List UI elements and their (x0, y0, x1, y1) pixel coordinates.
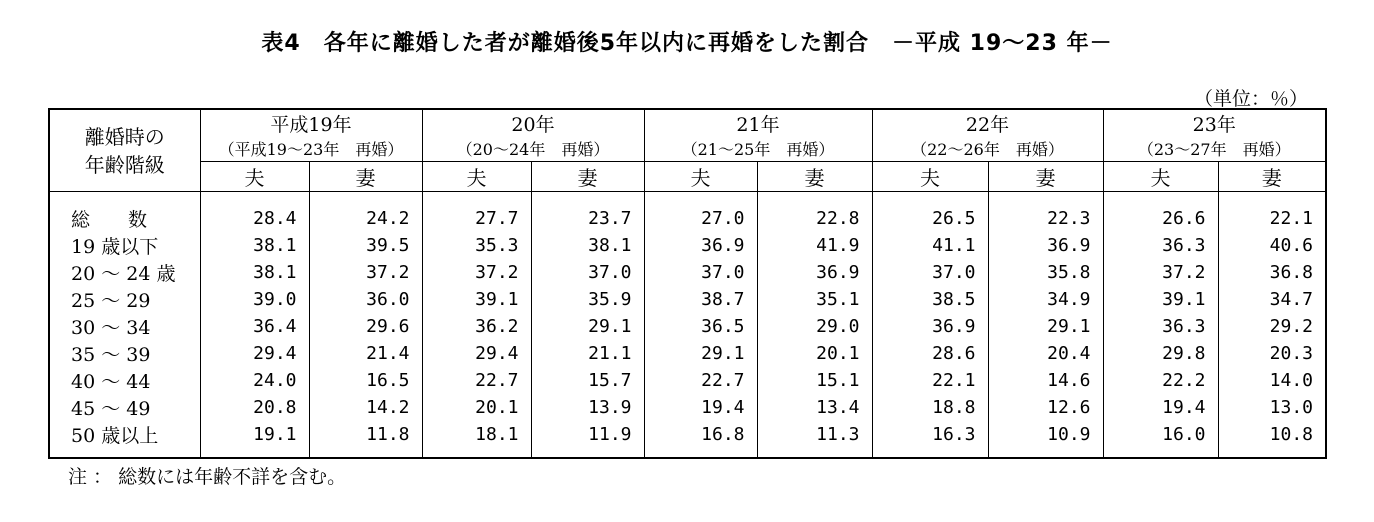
age-group-label: 45 ～ 49 (49, 394, 200, 421)
year-subheader-h19: （平成19～23年 再婚） (200, 137, 422, 162)
wife-value-cell: 11.8 (309, 421, 422, 448)
wife-value-cell: 39.5 (309, 232, 422, 259)
wife-value-cell: 36.9 (757, 259, 872, 286)
table-row (49, 232, 1326, 259)
husband-value-cell: 18.1 (422, 421, 531, 448)
wife-value-cell: 13.0 (1218, 394, 1326, 421)
husband-value-cell: 28.4 (200, 205, 309, 232)
table-title: 表4 各年に離婚した者が離婚後5年以内に再婚をした割合 －平成 19～23 年－ (261, 31, 1113, 56)
wife-value-cell: 34.7 (1218, 286, 1326, 313)
year-subheader-h23: （23～27年 再婚） (1103, 137, 1326, 162)
husband-value-cell: 22.7 (644, 367, 757, 394)
wife-value-cell: 22.3 (988, 205, 1103, 232)
wife-header: 妻 (1218, 162, 1326, 192)
husband-value-cell: 18.8 (872, 394, 988, 421)
wife-value-cell: 14.2 (309, 394, 422, 421)
age-group-header (49, 109, 200, 192)
wife-value-cell: 36.9 (988, 232, 1103, 259)
husband-value-cell: 37.2 (422, 259, 531, 286)
husband-value-cell: 27.7 (422, 205, 531, 232)
wife-value-cell: 22.8 (757, 205, 872, 232)
table-body (49, 192, 1326, 459)
age-group-label: 40 ～ 44 (49, 367, 200, 394)
husband-value-cell: 39.0 (200, 286, 309, 313)
wife-value-cell: 14.6 (988, 367, 1103, 394)
year-header-h19: 平成19年 (200, 109, 422, 137)
husband-value-cell: 19.1 (200, 421, 309, 448)
husband-value-cell: 39.1 (1103, 286, 1218, 313)
husband-value-cell: 37.0 (872, 259, 988, 286)
year-header-h20: 20年 (422, 109, 644, 137)
husband-value-cell: 38.1 (200, 259, 309, 286)
wife-value-cell: 22.1 (1218, 205, 1326, 232)
wife-value-cell: 29.0 (757, 313, 872, 340)
age-group-label: 19 歳以下 (49, 232, 200, 259)
year-subheader-h22: （22～26年 再婚） (872, 137, 1103, 162)
husband-value-cell: 19.4 (644, 394, 757, 421)
wife-value-cell: 35.8 (988, 259, 1103, 286)
husband-header: 夫 (1103, 162, 1218, 192)
wife-value-cell: 37.2 (309, 259, 422, 286)
table-row (49, 340, 1326, 367)
wife-value-cell: 37.0 (531, 259, 644, 286)
husband-value-cell: 22.7 (422, 367, 531, 394)
footnote: 注 ： 総数には年齢不詳を含む。 (68, 466, 347, 488)
year-header-h22: 22年 (872, 109, 1103, 137)
wife-value-cell: 35.9 (531, 286, 644, 313)
wife-header: 妻 (757, 162, 872, 192)
wife-value-cell: 29.6 (309, 313, 422, 340)
wife-value-cell: 29.1 (988, 313, 1103, 340)
husband-value-cell: 37.0 (644, 259, 757, 286)
wife-value-cell: 15.7 (531, 367, 644, 394)
husband-value-cell: 37.2 (1103, 259, 1218, 286)
husband-value-cell: 38.7 (644, 286, 757, 313)
husband-value-cell: 41.1 (872, 232, 988, 259)
wife-header: 妻 (988, 162, 1103, 192)
table-row (49, 259, 1326, 286)
wife-value-cell: 21.4 (309, 340, 422, 367)
husband-value-cell: 19.4 (1103, 394, 1218, 421)
wife-value-cell: 23.7 (531, 205, 644, 232)
wife-value-cell: 24.2 (309, 205, 422, 232)
year-header-h23: 23年 (1103, 109, 1326, 137)
husband-value-cell: 16.0 (1103, 421, 1218, 448)
wife-value-cell: 16.5 (309, 367, 422, 394)
age-group-header-line1: 離婚時の (84, 124, 165, 149)
wife-value-cell: 36.0 (309, 286, 422, 313)
wife-value-cell: 20.3 (1218, 340, 1326, 367)
husband-value-cell: 36.2 (422, 313, 531, 340)
husband-value-cell: 22.1 (872, 367, 988, 394)
wife-value-cell: 11.9 (531, 421, 644, 448)
wife-value-cell: 41.9 (757, 232, 872, 259)
husband-value-cell: 20.1 (422, 394, 531, 421)
husband-value-cell: 38.5 (872, 286, 988, 313)
husband-value-cell: 22.2 (1103, 367, 1218, 394)
age-group-header-line2: 年齢階級 (84, 152, 165, 177)
age-group-label: 35 ～ 39 (49, 340, 200, 367)
age-group-label: 25 ～ 29 (49, 286, 200, 313)
wife-value-cell: 15.1 (757, 367, 872, 394)
husband-header: 夫 (872, 162, 988, 192)
wife-value-cell: 21.1 (531, 340, 644, 367)
year-header-h21: 21年 (644, 109, 872, 137)
husband-value-cell: 28.6 (872, 340, 988, 367)
table-row (49, 313, 1326, 340)
husband-header: 夫 (422, 162, 531, 192)
wife-value-cell: 13.9 (531, 394, 644, 421)
husband-value-cell: 35.3 (422, 232, 531, 259)
remarriage-rate-table (48, 108, 1327, 459)
table-row (49, 421, 1326, 448)
husband-value-cell: 39.1 (422, 286, 531, 313)
husband-value-cell: 38.1 (200, 232, 309, 259)
wife-value-cell: 29.1 (531, 313, 644, 340)
husband-value-cell: 29.1 (644, 340, 757, 367)
husband-value-cell: 29.8 (1103, 340, 1218, 367)
husband-value-cell: 29.4 (422, 340, 531, 367)
wife-value-cell: 20.1 (757, 340, 872, 367)
wife-value-cell: 13.4 (757, 394, 872, 421)
wife-value-cell: 40.6 (1218, 232, 1326, 259)
age-group-label: 総 数 (49, 205, 200, 232)
wife-value-cell: 10.9 (988, 421, 1103, 448)
husband-value-cell: 36.4 (200, 313, 309, 340)
husband-header: 夫 (644, 162, 757, 192)
husband-value-cell: 26.6 (1103, 205, 1218, 232)
wife-header: 妻 (309, 162, 422, 192)
husband-value-cell: 36.9 (872, 313, 988, 340)
wife-value-cell: 12.6 (988, 394, 1103, 421)
wife-value-cell: 35.1 (757, 286, 872, 313)
husband-header: 夫 (200, 162, 309, 192)
wife-value-cell: 11.3 (757, 421, 872, 448)
table-row (49, 394, 1326, 421)
husband-value-cell: 16.8 (644, 421, 757, 448)
husband-value-cell: 29.4 (200, 340, 309, 367)
wife-value-cell: 10.8 (1218, 421, 1326, 448)
table-row (49, 205, 1326, 232)
wife-value-cell: 38.1 (531, 232, 644, 259)
spacer-row (49, 192, 1326, 206)
unit-label: （単位：％） (1193, 88, 1308, 110)
husband-value-cell: 24.0 (200, 367, 309, 394)
year-subheader-h21: （21～25年 再婚） (644, 137, 872, 162)
age-group-label: 30 ～ 34 (49, 313, 200, 340)
husband-value-cell: 36.3 (1103, 313, 1218, 340)
spacer-row (49, 448, 1326, 458)
husband-value-cell: 16.3 (872, 421, 988, 448)
age-group-label: 50 歳以上 (49, 421, 200, 448)
table-row (49, 367, 1326, 394)
table-row (49, 286, 1326, 313)
husband-value-cell: 36.3 (1103, 232, 1218, 259)
wife-value-cell: 20.4 (988, 340, 1103, 367)
wife-value-cell: 29.2 (1218, 313, 1326, 340)
wife-value-cell: 14.0 (1218, 367, 1326, 394)
wife-value-cell: 36.8 (1218, 259, 1326, 286)
wife-value-cell: 34.9 (988, 286, 1103, 313)
husband-value-cell: 20.8 (200, 394, 309, 421)
wife-header: 妻 (531, 162, 644, 192)
husband-value-cell: 27.0 (644, 205, 757, 232)
husband-value-cell: 36.9 (644, 232, 757, 259)
husband-value-cell: 26.5 (872, 205, 988, 232)
husband-value-cell: 36.5 (644, 313, 757, 340)
age-group-label: 20 ～ 24 歳 (49, 259, 200, 286)
year-subheader-h20: （20～24年 再婚） (422, 137, 644, 162)
